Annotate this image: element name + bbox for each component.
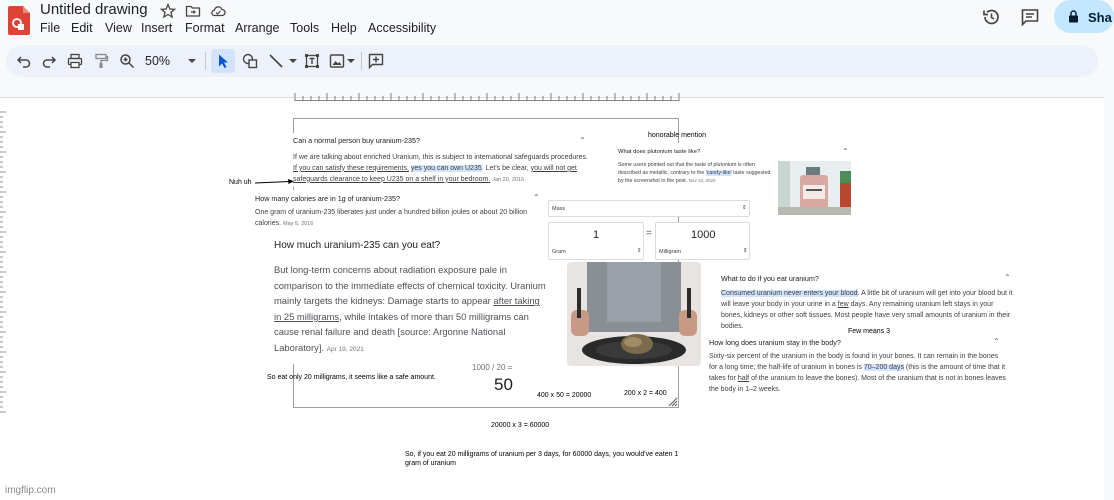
unit-category-select[interactable]: Mass ⇕	[548, 200, 750, 217]
print-icon[interactable]	[67, 53, 83, 69]
line-icon[interactable]	[268, 53, 284, 69]
comment-icon[interactable]	[368, 53, 384, 69]
search-result-card	[715, 269, 1018, 335]
toolbar-divider	[205, 52, 206, 70]
card-question: What to do if you eat uranium?	[721, 274, 819, 283]
select-caret-icon: ⇕	[637, 248, 642, 254]
calculation-box	[471, 361, 521, 403]
version-history-icon[interactable]	[981, 7, 1001, 27]
card-question: How many calories are in 1g of uranium-235?	[255, 194, 401, 203]
paint-format-icon[interactable]	[93, 53, 109, 69]
zoom-value[interactable]: 50%	[145, 54, 171, 68]
annotation-calc-400x50: 400 x 50 = 20000	[537, 392, 592, 399]
search-result-card	[293, 133, 596, 187]
annotation-safe-amount: So eat only 20 milligrams, it seems like a safe amount.	[267, 374, 436, 381]
watermark: imgflip.com	[5, 485, 56, 496]
search-result-card	[703, 335, 1006, 398]
zoom-icon[interactable]	[119, 53, 135, 69]
collapse-caret-icon[interactable]: ⌃	[579, 136, 586, 145]
cloud-saved-icon[interactable]	[210, 3, 226, 19]
select-caret-icon: ⇕	[743, 248, 748, 254]
line-dropdown-icon[interactable]	[288, 55, 298, 67]
answer-link[interactable]: after taking in 25 milligrams	[274, 295, 540, 322]
menu-format[interactable]: Format	[185, 21, 225, 35]
arrow-icon	[255, 178, 295, 186]
answer-highlight: 70–200 days	[863, 363, 904, 371]
search-result-card	[267, 236, 549, 364]
converter-input-right[interactable]: 1000 Milligram ⇕	[655, 222, 750, 260]
card-question: Can a normal person buy uranium-235?	[293, 136, 421, 145]
card-date: Nov 10, 2020	[688, 178, 716, 184]
menu-accessibility[interactable]: Accessibility	[368, 21, 437, 35]
image-dropdown-icon[interactable]	[346, 55, 356, 67]
card-date: May 5, 2016	[283, 220, 314, 227]
annotation-nuh-uh: Nuh uh	[229, 179, 252, 186]
document-title[interactable]: Untitled drawing	[40, 1, 148, 18]
card-question: What does plutonium taste like?	[618, 149, 701, 155]
converter-input-left[interactable]: 1 Gram ⇕	[548, 222, 644, 260]
zoom-dropdown-icon[interactable]	[186, 55, 198, 67]
card-answer: Some users pointed out that the taste of plutonium is often described as metallic, contrary to the 'candy-like' taste suggested by the screenshot in the post. Nov 10, 2020	[618, 162, 771, 185]
menu-view[interactable]: View	[105, 21, 132, 35]
horizontal-ruler	[295, 91, 679, 101]
search-result-card	[250, 190, 546, 236]
answer-highlight: 'candy-like'	[705, 170, 732, 177]
collapse-caret-icon[interactable]: ⌃	[1004, 273, 1011, 282]
person-eating-uranium-photo	[567, 262, 701, 366]
star-icon[interactable]	[160, 3, 176, 19]
toolbar-divider	[361, 52, 362, 70]
answer-link[interactable]: half	[737, 374, 750, 382]
menu-tools[interactable]: Tools	[290, 21, 320, 35]
card-answer: Sixty-six percent of the uranium in the body is found in your bones. It can remain in the bones for a long time; the half-life of uranium in bones is 70–200 days (this is the amount of time that it takes for half of the uranium to leave the bones). Most of the uranium that is not in bones leaves the body in 1–2 weeks.	[709, 353, 1006, 393]
comments-icon[interactable]	[1020, 7, 1040, 27]
card-answer: But long-term concerns about radiation exposure pale in comparison to the immediate effects of chemical toxicity. Uranium mainly targets the kidneys: Damage starts to appear after taking in 25 milligrams, while intakes of more than 50 milligrams can cause renal failure and death [source: Argonne National Laboratory]. Apr 19, 2021	[274, 264, 546, 354]
answer-highlight: Consumed uranium never enters your blood	[721, 290, 858, 297]
select-tool-button[interactable]	[211, 49, 235, 73]
select-caret-icon: ⇕	[742, 205, 747, 211]
image-icon[interactable]	[329, 53, 345, 69]
annotation-honorable-mention: honorable mention	[648, 132, 706, 139]
equals-sign: =	[646, 228, 652, 239]
redo-icon[interactable]	[41, 53, 57, 69]
card-question: How much uranium-235 can you eat?	[274, 240, 441, 251]
annotation-calc-20000x3: 20000 x 3 = 60000	[491, 422, 550, 429]
menu-arrange[interactable]: Arrange	[235, 21, 280, 35]
answer-link[interactable]: If you can satisfy these requirements,	[293, 164, 409, 172]
vertical-ruler	[0, 112, 6, 412]
menu-edit[interactable]: Edit	[71, 21, 93, 35]
menu-insert[interactable]: Insert	[141, 21, 173, 35]
share-label: Sha	[1088, 10, 1112, 25]
answer-highlight: yes you can own U235	[410, 164, 482, 172]
card-question: How long does uranium stay in the body?	[709, 338, 841, 347]
resize-handle-icon[interactable]	[668, 397, 678, 407]
card-answer: Consumed uranium never enters your blood. A little bit of uranium will get into your blood but it will leave your body in your urine in a few days. Any remaining uranium left stays in your bones, kidneys or other soft tissues. Most people have very small amounts of uranium in their bodies.	[721, 290, 1013, 330]
move-to-folder-icon[interactable]	[185, 3, 201, 19]
shape-icon[interactable]	[242, 53, 258, 69]
card-answer: One gram of uranium-235 liberates just under a hundred billion joules or about 20 billion calories. May 5, 2016	[255, 209, 527, 227]
annotation-conclusion: So, if you eat 20 milligrams of uranium per 3 days, for 60000 days, you would've eaten 1 gram of uranium	[405, 451, 679, 468]
text-box-icon[interactable]	[304, 53, 320, 69]
share-button[interactable]	[1054, 0, 1114, 33]
undo-icon[interactable]	[16, 53, 32, 69]
annotation-calc-200x2: 200 x 2 = 400	[624, 390, 667, 397]
cursor-arrow-icon	[216, 53, 230, 69]
collapse-caret-icon[interactable]: ⌃	[533, 193, 540, 202]
plutonium-bottle-image	[778, 161, 851, 215]
card-date: Apr 19, 2021	[326, 346, 364, 354]
card-date: Jan 20, 2016	[492, 176, 525, 183]
drawings-app-icon[interactable]	[8, 6, 30, 35]
calc-result: 50	[494, 375, 513, 394]
calc-expression: 1000 / 20 =	[472, 363, 513, 372]
answer-link[interactable]: few	[837, 300, 849, 308]
collapse-caret-icon[interactable]: ⌃	[842, 147, 849, 156]
menu-help[interactable]: Help	[331, 21, 357, 35]
menu-file[interactable]: File	[40, 21, 61, 35]
lock-icon	[1067, 10, 1080, 23]
collapse-caret-icon[interactable]: ⌃	[993, 337, 1000, 346]
annotation-few-means-3: Few means 3	[848, 328, 891, 335]
card-answer: If we are talking about enriched Uranium, this is subject to international safeguards procedures. If you can satisfy these requirements, yes you can own U235. Let's be clear, you will not get safeguards clearance to keep U235 on a shelf in your bedroom. Jan 20, 2016	[293, 154, 588, 183]
